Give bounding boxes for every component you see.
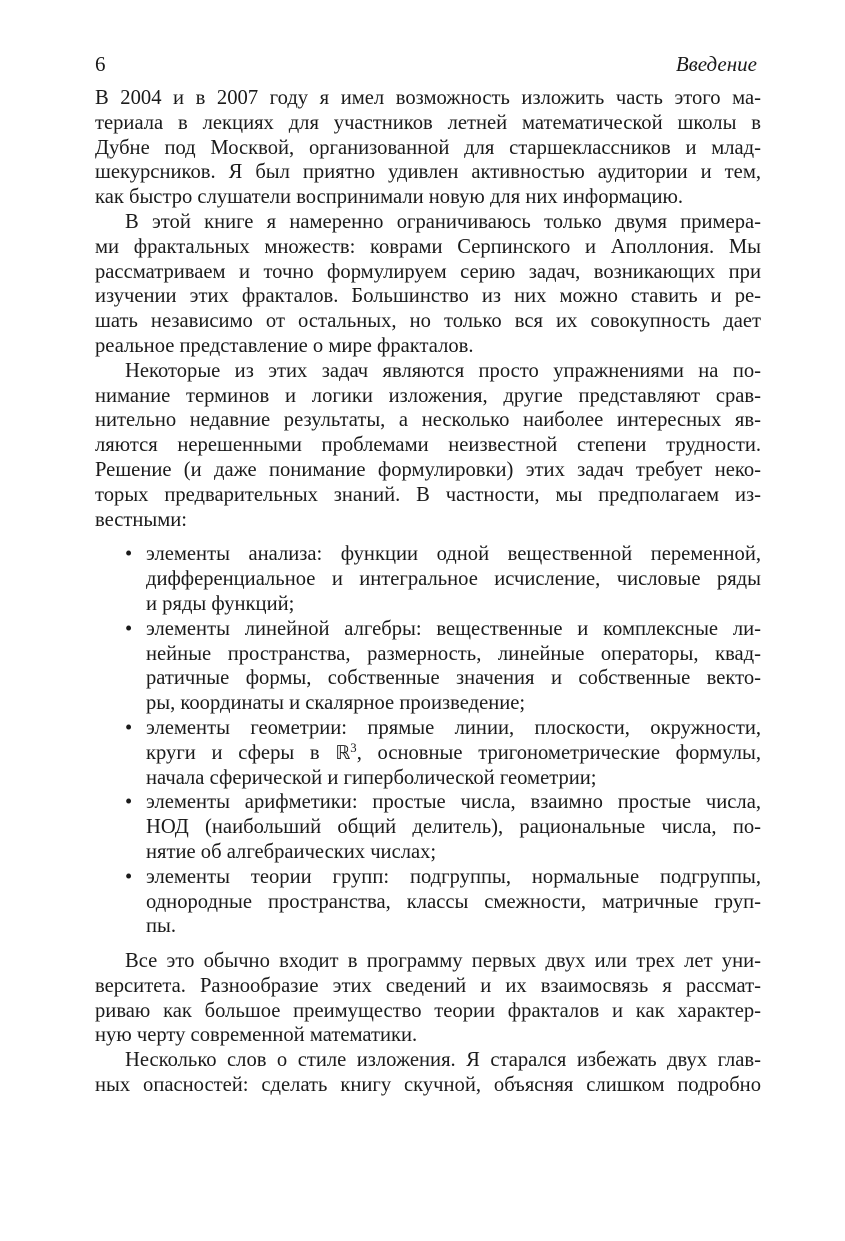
text-line: нимание терминов и логики изложения, другие представляют срав- <box>95 384 761 407</box>
running-head <box>95 52 761 86</box>
text-line: дифференциальное и интегральное исчисление, числовые ряды <box>146 568 761 591</box>
text-line: нительно недавние результаты, а несколько наиболее интересных яв- <box>95 409 761 432</box>
text-line: торых предварительных знаний. В частности, мы предполагаем из- <box>95 483 761 506</box>
text-line: элементы теории групп: подгруппы, нормальные подгруппы, <box>146 865 761 888</box>
text-line: ры, координаты и скалярное произведение; <box>146 692 526 715</box>
text-line: Некоторые из этих задач являются просто упражнениями на по- <box>125 359 761 382</box>
text-line: В этой книге я намеренно ограничиваюсь только двумя примера- <box>125 210 761 233</box>
text-line: териала в лекциях для участников летней математической школы в <box>95 111 761 134</box>
text-line: как быстро слушатели воспринимали новую для них информацию. <box>95 186 684 209</box>
paragraph <box>95 1048 761 1098</box>
text-line: ляются нерешенными проблемами неизвестной степени трудности. <box>95 434 761 457</box>
text-line: НОД (наибольший общий делитель), рациональные числа, по- <box>146 816 761 839</box>
text-line: Дубне под Москвой, организованной для старшеклассников и млад- <box>95 136 761 159</box>
bullet-dot-icon: • <box>125 791 133 814</box>
list-item <box>95 716 761 790</box>
text-line: шать независимо от остальных, но только вся их совокупность дает <box>95 310 761 333</box>
text-line: Решение (и даже понимание формулировки) этих задач требует неко- <box>95 458 761 481</box>
text-line: вестными: <box>95 508 188 531</box>
text-line: начала сферической и гиперболической геометрии; <box>146 766 597 789</box>
text-line: ми фрактальных множеств: коврами Серпинского и Аполлония. Мы <box>95 235 761 258</box>
text-line: реальное представление о мире фракталов. <box>95 334 474 357</box>
bottom-paragraphs <box>95 949 761 1098</box>
prerequisites-list <box>95 542 761 939</box>
text-line: Несколько слов о стиле изложения. Я старался избежать двух глав- <box>125 1049 761 1072</box>
paragraph <box>95 210 761 359</box>
text-line: ратичные формы, собственные значения и собственные векто- <box>146 667 761 690</box>
text-line: элементы анализа: функции одной вещественной переменной, <box>146 543 761 566</box>
list-item <box>95 542 761 616</box>
text-line: элементы геометрии: прямые линии, плоскости, окружности, <box>146 716 761 739</box>
text-line: ных опасностей: сделать книгу скучной, объясняя слишком подробно <box>95 1074 761 1097</box>
paragraph <box>95 949 761 1048</box>
text-line: В 2004 и в 2007 году я имел возможность изложить часть этого ма- <box>95 87 761 109</box>
text-line: ную черту современной математики. <box>95 1024 418 1047</box>
text-line: элементы линейной алгебры: вещественные и комплексные ли- <box>146 617 761 640</box>
text-line: однородные пространства, классы смежности, матричные груп- <box>146 890 761 913</box>
text-line: риваю как большое преимущество теории фракталов и как характер- <box>95 999 761 1022</box>
list-item <box>95 790 761 864</box>
text-line: пы. <box>146 915 177 938</box>
paragraph <box>95 359 761 533</box>
text-line: нятие об алгебраических числах; <box>146 840 437 863</box>
text-line: элементы арифметики: простые числа, взаимно простые числа, <box>146 791 761 814</box>
list-item <box>95 865 761 939</box>
paragraph <box>95 86 761 210</box>
text-line: Все это обычно входит в программу первых двух или трех лет уни- <box>125 950 761 973</box>
bullet-dot-icon: • <box>125 543 133 566</box>
bullet-dot-icon: • <box>125 617 133 640</box>
text-line: изучении этих фракталов. Большинство из них можно ставить и ре- <box>95 285 761 308</box>
text-line: и ряды функций; <box>146 592 295 615</box>
text-line: шекурсников. Я был приятно удивлен активностью аудитории и тем, <box>95 161 761 184</box>
body-text <box>95 86 761 1098</box>
text-line: нейные пространства, размерность, линейные операторы, квад- <box>146 642 761 665</box>
bullet-dot-icon: • <box>125 865 133 888</box>
text-line: круги и сферы в ℝ$^3$, основные тригонометрические формулы, <box>146 740 761 764</box>
chapter-title: Введение <box>675 52 757 76</box>
top-paragraphs <box>95 86 761 532</box>
bullet-dot-icon: • <box>125 716 133 739</box>
list-item <box>95 617 761 716</box>
page-number: 6 <box>95 52 106 76</box>
text-line: рассматриваем и точно формулируем серию задач, возникающих при <box>95 260 761 283</box>
text-line: верситета. Разнообразие этих сведений и их взаимосвязь я рассмат- <box>95 974 761 997</box>
book-page <box>95 52 761 1098</box>
